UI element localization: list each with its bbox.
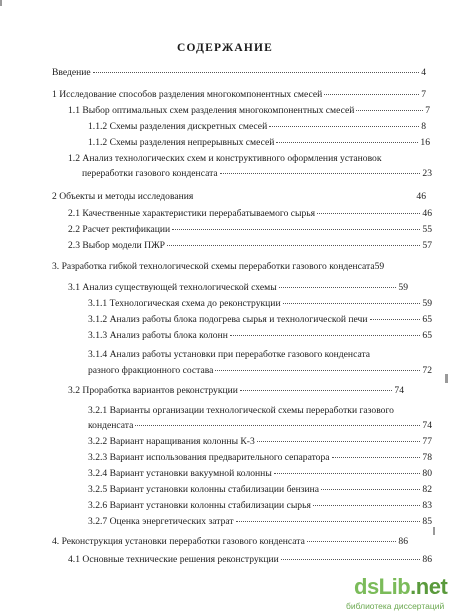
toc-entry-introduction — [52, 66, 426, 79]
toc-entry-text: 3.2.4 Вариант установки вакуумной колонны — [88, 468, 272, 479]
toc-entry-subsection-3-2-1-continuation — [88, 419, 432, 432]
toc-entry-text: 4.1 Основные технические решения реконструкции — [68, 554, 279, 565]
toc-leader — [324, 94, 419, 95]
toc-entry-page: 65 — [422, 330, 432, 341]
toc-entry-page: 4 — [421, 67, 426, 78]
toc-leader — [135, 425, 420, 426]
toc-leader — [332, 457, 421, 458]
toc-entry-subsection-3-1-4-continuation — [88, 364, 432, 377]
toc-leader — [274, 473, 421, 474]
toc-entry-text: 1 Исследование способов разделения многокомпонентных смесей — [52, 89, 323, 100]
toc-entry-chapter-4 — [52, 535, 408, 548]
toc-entry-section-3-2 — [68, 384, 404, 397]
toc-entry-page: 46 — [422, 208, 432, 219]
toc-entry-text: 1.1 Выбор оптимальных схем разделения многокомпонентных смесей — [68, 105, 355, 116]
toc-entry-text: 3.1.1 Технологическая схема до реконструкции — [88, 298, 281, 309]
toc-entry-text: конденсата — [88, 420, 134, 431]
toc-entry-section-1-2-continuation — [82, 167, 432, 180]
toc-entry-subsection-3-2-4 — [88, 467, 432, 480]
toc-entry-subsection-3-2-7 — [88, 515, 432, 528]
dslib-logo-tld: .net — [410, 574, 448, 599]
toc-entry-subsection-1-1-2-continuous — [88, 136, 430, 149]
toc-entry-subsection-3-1-4: 3.1.4 Анализ работы установки при переработке газового конденсата — [88, 349, 371, 360]
toc-leader — [167, 245, 420, 246]
toc-entry-page: 16 — [420, 137, 430, 148]
toc-entry-page: 7 — [421, 89, 426, 100]
toc-leader — [195, 196, 414, 197]
toc-entry-text: 1.1.2 Схемы разделения непрерывных смесей — [88, 137, 275, 148]
toc-entry-text: 3.2.2 Вариант наращивания колонны К-3 — [88, 436, 255, 447]
toc-entry-text: 2.1 Качественные характеристики перерабатываемого сырья — [68, 208, 316, 219]
toc-entry-text: 2.3 Выбор модели ПЖР — [68, 240, 166, 251]
toc-entry-page: 74 — [394, 385, 404, 396]
toc-entry-page: 74 — [422, 420, 432, 431]
toc-leader — [257, 441, 421, 442]
toc-entry-section-1-1 — [68, 104, 430, 117]
toc-leader — [356, 110, 423, 111]
scan-mark — [0, 0, 2, 6]
toc-entry-text: переработки газового конденсата — [82, 168, 218, 179]
toc-leader — [240, 390, 392, 391]
toc-entry-subsection-3-1-1 — [88, 297, 432, 310]
toc-entry-page: 86 — [422, 554, 432, 565]
toc-entry-section-2-2 — [68, 223, 432, 236]
toc-leader — [307, 541, 397, 542]
toc-leader — [93, 72, 420, 73]
toc-entry-text: 3.1.3 Анализ работы блока колонн — [88, 330, 228, 341]
toc-entry-page: 59 — [422, 298, 432, 309]
toc-entry-page: 80 — [422, 468, 432, 479]
toc-entry-text: разного фракционного состава — [88, 365, 214, 376]
toc-leader — [172, 229, 420, 230]
toc-entry-chapter-3 — [52, 260, 434, 273]
toc-entry-page: 82 — [422, 484, 432, 495]
toc-entry-text: 3.1 Анализ существующей технологической схемы — [68, 282, 277, 293]
toc-entry-page: 59 — [374, 261, 385, 272]
toc-leader — [281, 559, 421, 560]
toc-leader — [269, 126, 419, 127]
toc-entry-text: Введение — [52, 67, 91, 78]
toc-leader — [313, 505, 421, 506]
toc-entry-section-2-1 — [68, 207, 432, 220]
toc-leader — [276, 142, 418, 143]
toc-leader — [220, 173, 421, 174]
toc-entry-page: 86 — [398, 536, 408, 547]
toc-entry-page: 83 — [422, 500, 432, 511]
toc-leader — [215, 370, 420, 371]
toc-entry-page: 46 — [416, 191, 426, 202]
toc-entry-page: 57 — [422, 240, 432, 251]
dslib-logo — [354, 574, 447, 600]
toc-entry-page: 78 — [422, 452, 432, 463]
toc-entry-subsection-1-1-2-discrete — [88, 120, 426, 133]
scan-mark — [445, 374, 448, 383]
toc-leader — [370, 319, 421, 320]
toc-entry-text: 3.2 Проработка вариантов реконструкции — [68, 385, 238, 396]
toc-entry-section-1-2: 1.2 Анализ технологических схем и конструктивного оформления установок — [68, 153, 382, 164]
toc-entry-section-4-1 — [68, 553, 432, 566]
toc-entry-page: 59 — [398, 282, 408, 293]
toc-entry-section-2-3 — [68, 239, 432, 252]
toc-entry-page: 72 — [422, 365, 432, 376]
toc-entry-page: 55 — [422, 224, 432, 235]
toc-entry-subsection-3-2-2 — [88, 435, 432, 448]
toc-leader — [279, 287, 397, 288]
toc-entry-page: 8 — [421, 121, 426, 132]
scan-mark — [433, 527, 435, 535]
toc-entry-page: 7 — [425, 105, 430, 116]
dslib-subtitle: библиотека диссертаций — [346, 601, 445, 611]
toc-entry-text: 2 Объекты и методы исследования — [52, 191, 194, 202]
toc-entry-subsection-3-1-2 — [88, 313, 432, 326]
toc-entry-page: 23 — [422, 168, 432, 179]
toc-entry-page: 85 — [422, 516, 432, 527]
toc-leader — [283, 303, 421, 304]
toc-entry-chapter-2 — [52, 190, 426, 203]
toc-entry-section-3-1 — [68, 281, 408, 294]
toc-entry-page: 65 — [422, 314, 432, 325]
toc-entry-text: 3.2.3 Вариант использования предварительного сепаратора — [88, 452, 330, 463]
toc-leader — [236, 521, 421, 522]
toc-entry-text: 2.2 Расчет ректификации — [68, 224, 171, 235]
toc-entry-text: 3.2.6 Вариант установки колонны стабилизации сырья — [88, 500, 311, 511]
toc-entry-chapter-1 — [52, 88, 426, 101]
toc-entry-subsection-3-2-1: 3.2.1 Варианты организации технологической схемы переработки газового — [88, 405, 394, 416]
toc-entry-text: 3. Разработка гибкой технологической схемы переработки газового конденсата — [52, 261, 375, 272]
toc-entry-text: 4. Реконструкция установки переработки газового конденсата — [52, 536, 305, 547]
toc-entry-subsection-3-1-3 — [88, 329, 432, 342]
toc-entry-text: 1.1.2 Схемы разделения дискретных смесей — [88, 121, 268, 132]
toc-entry-subsection-3-2-3 — [88, 451, 432, 464]
dslib-watermark — [346, 574, 450, 616]
toc-entry-text: 3.1.2 Анализ работы блока подогрева сырья и технологической печи — [88, 314, 368, 325]
toc-leader — [321, 489, 420, 490]
toc-entry-text: 3.2.5 Вариант установки колонны стабилизации бензина — [88, 484, 320, 495]
page-title: СОДЕРЖАНИЕ — [176, 42, 274, 54]
toc-entry-text: 3.2.7 Оценка энергетических затрат — [88, 516, 234, 527]
toc-entry-subsection-3-2-5 — [88, 483, 432, 496]
dslib-logo-main: dsLib — [354, 574, 411, 599]
toc-entry-subsection-3-2-6 — [88, 499, 432, 512]
toc-leader — [317, 213, 420, 214]
toc-entry-page: 77 — [422, 436, 432, 447]
toc-leader — [230, 335, 421, 336]
